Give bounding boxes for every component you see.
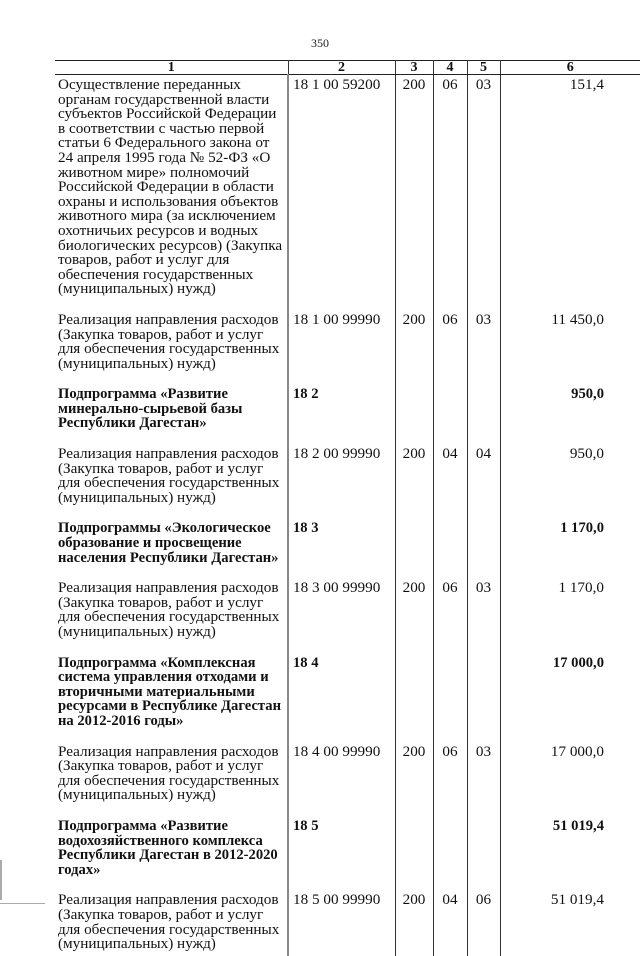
row-code: 18 5 00 99990	[288, 891, 395, 955]
row-amount: 51 019,4	[500, 817, 640, 891]
row-amount: 17 000,0	[500, 654, 640, 743]
row-pr	[467, 385, 500, 445]
row-rz: 06	[433, 75, 467, 311]
row-pr: 03	[467, 579, 500, 653]
row-amount: 151,4	[500, 75, 640, 311]
table-row	[55, 445, 640, 519]
row-vr: 200	[395, 579, 433, 653]
row-code: 18 1 00 59200	[288, 75, 395, 311]
row-code: 18 4 00 99990	[288, 743, 395, 817]
row-rz: 04	[433, 445, 467, 519]
table-row-subprogram	[55, 817, 640, 891]
row-pr	[467, 519, 500, 579]
table-row-subprogram	[55, 519, 640, 579]
row-rz: 04	[433, 891, 467, 955]
row-amount: 950,0	[500, 445, 640, 519]
row-rz	[433, 817, 467, 891]
row-code: 18 3 00 99990	[288, 579, 395, 653]
row-name: Осуществление переданных органам государственной власти субъектов Российской Федерации в соответствии с частью первой статьи 6 Федерального закона от 24 апреля 1995 года № 52-ФЗ «О животном мире» полномочий Российской Федерации в области охраны и использования объектов животного мира (за исключением охотничьих ресурсов и водных биологических ресурсов) (Закупка товаров, работ и услуг для обеспечения государственных (муниципальных) нужд)	[55, 75, 288, 311]
row-pr	[467, 654, 500, 743]
column-header-code: 2	[288, 61, 395, 75]
row-code: 18 3	[288, 519, 395, 579]
row-code: 18 2	[288, 385, 395, 445]
row-amount: 1 170,0	[500, 579, 640, 653]
row-rz	[433, 385, 467, 445]
scan-edge-mark	[0, 860, 2, 900]
row-vr: 200	[395, 743, 433, 817]
row-name: Реализация направления расходов (Закупка товаров, работ и услуг для обеспечения государственных (муниципальных) нужд)	[55, 743, 288, 817]
row-amount: 950,0	[500, 385, 640, 445]
row-code: 18 5	[288, 817, 395, 891]
column-header-vr: 3	[395, 61, 433, 75]
table-row-subprogram	[55, 654, 640, 743]
row-vr	[395, 654, 433, 743]
page-number: 350	[311, 36, 329, 50]
row-vr: 200	[395, 311, 433, 385]
table-row	[55, 579, 640, 653]
table-row	[55, 743, 640, 817]
row-rz	[433, 519, 467, 579]
table-row	[55, 311, 640, 385]
row-name: Реализация направления расходов (Закупка товаров, работ и услуг для обеспечения государственных (муниципальных) нужд)	[55, 579, 288, 653]
scan-edge-line	[0, 903, 45, 904]
row-name: Подпрограмма «Развитие минерально-сырьевой базы Республики Дагестан»	[55, 385, 288, 445]
row-rz: 06	[433, 743, 467, 817]
row-vr	[395, 817, 433, 891]
table-row	[55, 891, 640, 955]
row-name: Реализация направления расходов (Закупка товаров, работ и услуг для обеспечения государственных (муниципальных) нужд)	[55, 311, 288, 385]
row-amount: 51 019,4	[500, 891, 640, 955]
column-header-pr: 5	[467, 61, 500, 75]
row-pr	[467, 817, 500, 891]
budget-table	[55, 60, 640, 956]
table-row	[55, 75, 640, 311]
table-header-row	[55, 61, 640, 75]
row-name: Реализация направления расходов (Закупка товаров, работ и услуг для обеспечения государственных (муниципальных) нужд)	[55, 445, 288, 519]
row-name: Подпрограмма «Развитие водохозяйственного комплекса Республики Дагестан в 2012-2020 годах»	[55, 817, 288, 891]
row-vr: 200	[395, 445, 433, 519]
table-row-subprogram	[55, 385, 640, 445]
row-rz: 06	[433, 311, 467, 385]
row-amount: 11 450,0	[500, 311, 640, 385]
row-name: Подпрограммы «Экологическое образование и просвещение населения Республики Дагестан»	[55, 519, 288, 579]
row-rz	[433, 654, 467, 743]
column-header-rz: 4	[433, 61, 467, 75]
row-code: 18 2 00 99990	[288, 445, 395, 519]
row-vr: 200	[395, 75, 433, 311]
row-rz: 06	[433, 579, 467, 653]
row-pr: 03	[467, 75, 500, 311]
column-header-name: 1	[55, 61, 288, 75]
row-code: 18 1 00 99990	[288, 311, 395, 385]
row-code: 18 4	[288, 654, 395, 743]
column-header-amount: 6	[500, 61, 640, 75]
row-vr	[395, 385, 433, 445]
row-pr: 04	[467, 445, 500, 519]
row-vr	[395, 519, 433, 579]
row-pr: 06	[467, 891, 500, 955]
row-pr: 03	[467, 743, 500, 817]
row-name: Реализация направления расходов (Закупка товаров, работ и услуг для обеспечения государственных (муниципальных) нужд)	[55, 891, 288, 955]
row-name: Подпрограмма «Комплексная система управления отходами и вторичными материальными ресурсами в Республике Дагестан на 2012-2016 годы»	[55, 654, 288, 743]
row-pr: 03	[467, 311, 500, 385]
row-vr: 200	[395, 891, 433, 955]
row-amount: 1 170,0	[500, 519, 640, 579]
row-amount: 17 000,0	[500, 743, 640, 817]
